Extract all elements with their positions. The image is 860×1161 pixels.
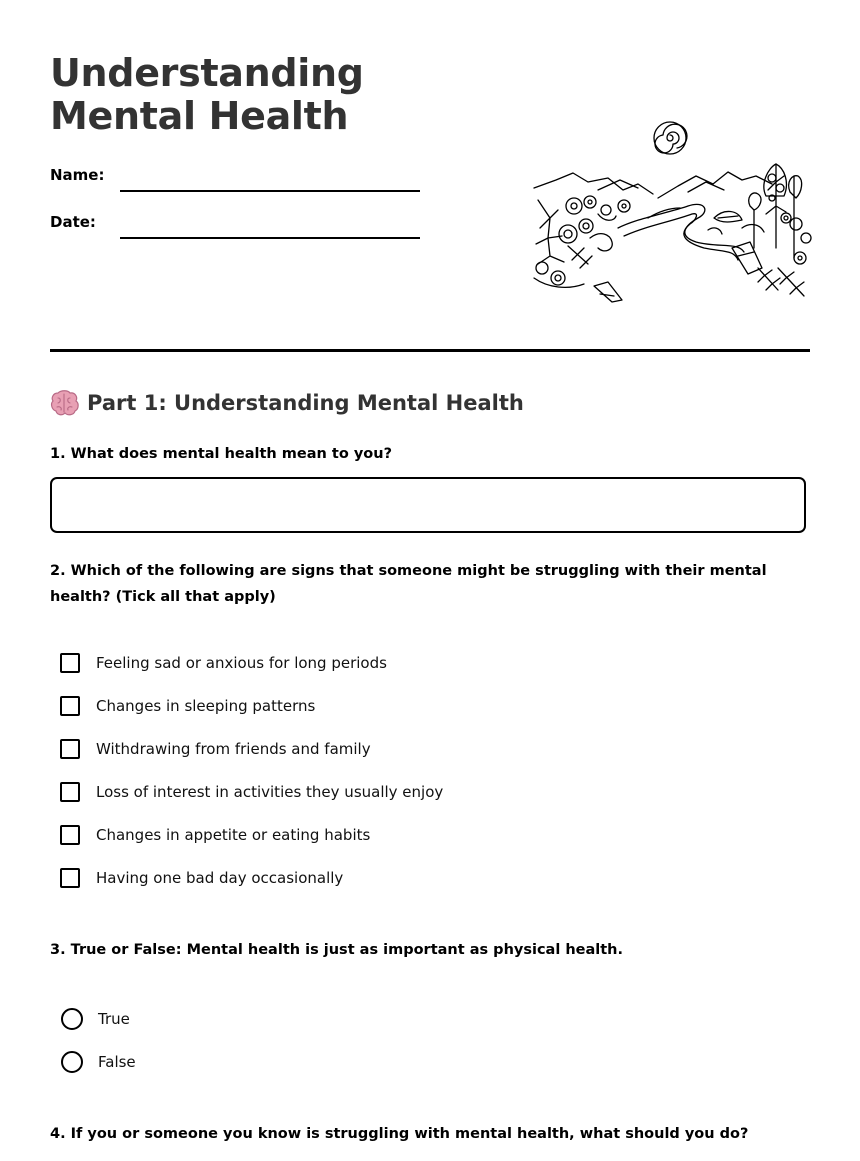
q2-option-5[interactable] [60, 825, 370, 845]
checkbox[interactable] [60, 653, 80, 673]
q3-option-label: True [98, 1010, 130, 1028]
q2-option-6[interactable] [60, 868, 343, 888]
part1-heading-text: Part 1: Understanding Mental Health [87, 391, 524, 415]
checkbox[interactable] [60, 782, 80, 802]
name-label: Name: [50, 166, 105, 184]
checkbox[interactable] [60, 868, 80, 888]
radio-button[interactable] [61, 1051, 83, 1073]
checkbox[interactable] [60, 696, 80, 716]
q2-option-label: Changes in sleeping patterns [96, 697, 316, 715]
landscape-illustration [528, 118, 812, 308]
q2-option-label: Changes in appetite or eating habits [96, 826, 371, 844]
worksheet-title: Understanding Mental Health [50, 51, 364, 138]
question-4: 4. If you or someone you know is struggling with mental health, what should you do? [50, 1126, 749, 1142]
question-1-answer-input[interactable] [50, 477, 806, 533]
header-divider [50, 349, 810, 352]
question-1: 1. What does mental health mean to you? [50, 446, 392, 462]
q2-option-label: Loss of interest in activities they usually enjoy [96, 783, 444, 801]
checkbox[interactable] [60, 825, 80, 845]
q2-option-4[interactable] [60, 782, 443, 802]
q2-option-1[interactable] [60, 653, 387, 673]
q3-option-label: False [98, 1053, 136, 1071]
date-field[interactable] [120, 209, 420, 239]
q3-option-true[interactable] [60, 1008, 130, 1030]
date-input[interactable] [120, 209, 424, 237]
q2-option-label: Having one bad day occasionally [96, 869, 344, 887]
q2-option-label: Withdrawing from friends and family [96, 740, 371, 758]
q3-option-false[interactable] [60, 1051, 136, 1073]
part1-heading [50, 388, 524, 418]
spiral-sun-icon [654, 122, 687, 154]
q2-option-label: Feeling sad or anxious for long periods [96, 654, 387, 672]
brain-icon [50, 389, 79, 417]
question-3: 3. True or False: Mental health is just as important as physical health. [50, 942, 624, 958]
checkbox[interactable] [60, 739, 80, 759]
q2-option-2[interactable] [60, 696, 315, 716]
question-2: 2. Which of the following are signs that someone might be struggling with their mental health? (Tick all that apply) [50, 563, 767, 605]
radio-button[interactable] [61, 1008, 83, 1030]
name-input[interactable] [120, 162, 424, 190]
q2-option-3[interactable] [60, 739, 371, 759]
date-label: Date: [50, 213, 96, 231]
name-field[interactable] [120, 162, 420, 192]
